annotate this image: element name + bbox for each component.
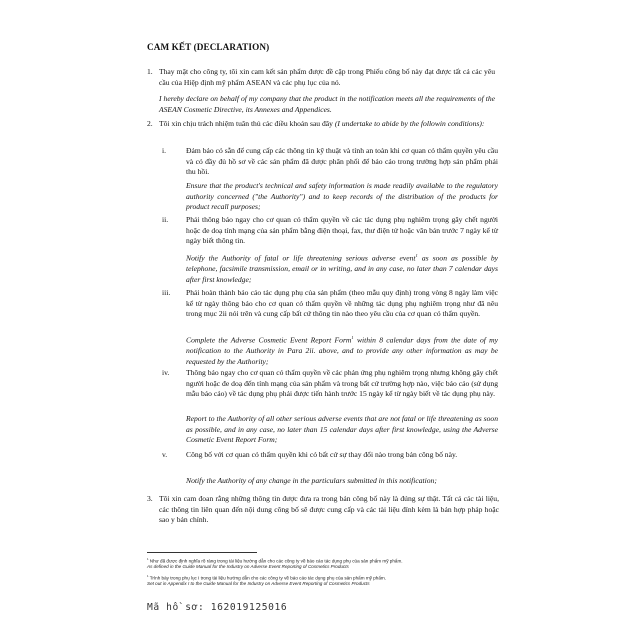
- subitem-ii-text-en: [186, 251, 498, 285]
- footnote-1-vi: $^1$ Như đã được định nghĩa rõ ràng trong tài liệu hướng dẫn cho các công ty về báo cáo tác dụng phụ của sản phẩm mỹ phẩm.: [147, 558, 403, 564]
- item-2-text: [159, 119, 499, 130]
- subitem-ii-en-rest: as soon as possible by telephone, facsimile transmission, email or in writing, and in any case, no later than 7 calendar days after first knowledge;: [186, 253, 498, 284]
- footnote-marker: 1: [147, 558, 149, 561]
- subitem-iii-en-rest: within 8 calendar days from the date of my notification to the Authority in Para 2ii. above, and to provide any other information as may be requested by the Authority;: [186, 335, 498, 366]
- subitem-v-text-vi: Công bố với cơ quan có thẩm quyền khi có bất cứ sự thay đổi nào trong bản công bố này.: [186, 450, 458, 459]
- item-3-text-vi: Tôi xin cam đoan rằng những thông tin được đưa ra trong bản công bố này là đúng sự thật. Tất cả các tài liệu, các thông tin liên quan đến nội dung công bố sẽ được cung cấp và các tài liệu đính kèm là bản hợp pháp hoặc sao y bản chính.: [159, 494, 499, 525]
- subitem-number: iv.: [162, 368, 170, 377]
- subitem-ii-en-start: Notify the Authority of fatal or life threatening serious adverse event: [186, 253, 416, 263]
- subitem-ii-text-vi: Phải thông báo ngay cho cơ quan có thẩm quyền về các tác dụng phụ nghiêm trọng gây chết người hoặc đe doạ tính mạng của sản phẩm bằng điện thoại, fax, thư điện tử hoặc văn bản trước 7 ngày kể từ ngày biết thông tin.: [186, 215, 498, 246]
- subitem-iii-text-en: [186, 333, 498, 367]
- subitem-iv-text-vi: Thông báo ngay cho cơ quan có thẩm quyền về các phản ứng phụ nghiêm trọng nhưng không gây chết người hoặc đe doạ đến tính mạng của sản phẩm và trong bất cứ trường hợp nào, việc báo cáo (sử dụng mẫu báo cáo) về tác dụng phụ phải được tiến hành trước 15 ngày kể từ ngày biết về tác dụng phụ này.: [186, 368, 498, 399]
- subitem-i-text-vi: Đảm bảo có sẵn để cung cấp các thông tin kỹ thuật và tính an toàn khi cơ quan có thẩm quyền yêu cầu và có đầy đủ hồ sơ về các sản phẩm đã được phân phối để báo cáo trong trường hợp sản phẩm phải thu hồi.: [186, 146, 498, 177]
- subitem-number: v.: [162, 450, 168, 459]
- subitem-number: iii.: [162, 288, 171, 297]
- item-2-text-vi: Tôi xin chịu trách nhiệm tuân thủ các điều khoản sau đây: [159, 119, 333, 128]
- subitem-number: ii.: [162, 215, 169, 224]
- item-1-text-vi: Thay mặt cho công ty, tôi xin cam kết sản phẩm được đề cập trong Phiếu công bố này đạt được tất cả các yêu cầu của Hiệp định mỹ phẩm ASEAN và các phụ lục của nó.: [159, 67, 495, 87]
- item-number: 1.: [147, 67, 153, 76]
- footnote-marker: 1: [147, 575, 149, 578]
- subitem-iii-text-vi: Phải hoàn thành báo cáo tác dụng phụ của sản phẩm (theo mẫu quy định) trong vòng 8 ngày làm việc kể từ ngày thông báo cho cơ quan có thẩm quyền về những tác dụng phụ nghiêm trọng như đã nêu trong mục 2ii nói trên và cung cấp bất cứ thông tin nào theo yêu cầu của cơ quan có thẩm quyền.: [186, 288, 498, 319]
- footnote-2-en: Set out in Appendix I to the Guide Manual for the Industry on Adverse Event Reporting of Cosmetics Products: [147, 581, 370, 587]
- record-code: Mã hồ sơ: 162019125016: [147, 602, 288, 613]
- item-number: 3.: [147, 494, 153, 503]
- subitem-iii-en-start: Complete the Adverse Cosmetic Event Report Form: [186, 335, 352, 345]
- subitem-number: i.: [162, 146, 167, 155]
- footnote-divider: [147, 552, 257, 553]
- item-1-text-en: I hereby declare on behalf of my company that the product in the notification meets all the requirements of the ASEAN Cosmetic Directive, its Annexes and Appendices.: [159, 94, 495, 114]
- item-2-text-en: (I undertake to abide by the followin conditions):: [334, 119, 485, 128]
- subitem-iv-text-en: Report to the Authority of all other serious adverse events that are not fatal or life threatening as soon as possible, and in any case, no later than 15 calendar days after first knowledge, using the Adverse Cosmetic Event Report Form;: [186, 414, 498, 445]
- footnote-2-vi: $^1$ Trình bày trong phụ lục I trong tài liệu hướng dẫn cho các công ty về báo cáo tác dụng phụ của sản phẩm mỹ phẩm.: [147, 575, 386, 581]
- subitem-v-text-en: Notify the Authority of any change in the particulars submitted in this notification;: [186, 476, 437, 485]
- footnote-2: [147, 574, 507, 587]
- footnote-1-en: As defined in the Guide Manual for the Industry on Adverse Event Reporting of Cosmetics Products: [147, 564, 349, 570]
- subitem-i-text-en: Ensure that the product's technical and safety information is made readily available to the regulatory authority concerned ("the Authority") and to keep records of the distribution of the products for product recall purposes;: [186, 181, 498, 212]
- footnote-ref: 1: [415, 253, 418, 258]
- page-title: CAM KẾT (DECLARATION): [147, 42, 270, 52]
- footnote-1: [147, 557, 507, 570]
- footnote-ref: 1: [351, 335, 354, 340]
- item-number: 2.: [147, 119, 153, 128]
